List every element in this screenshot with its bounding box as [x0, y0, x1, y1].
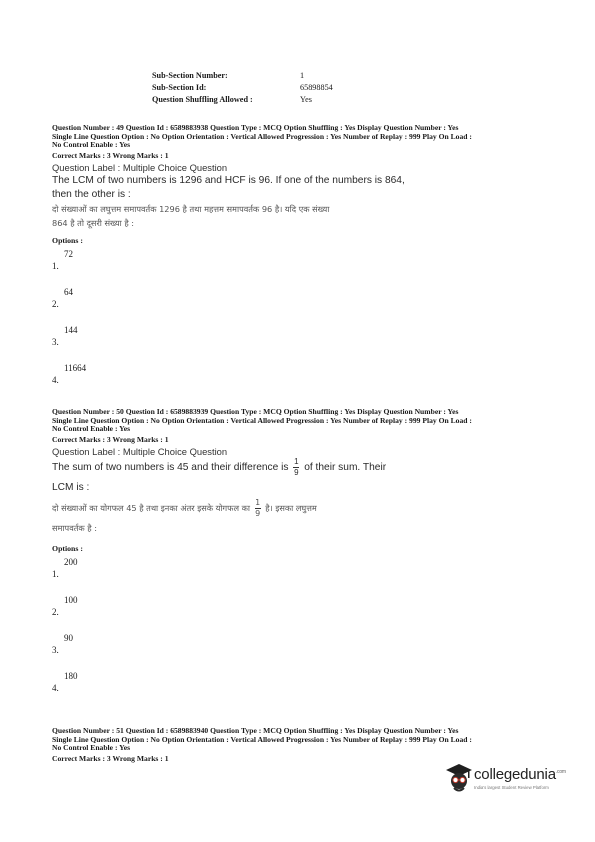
question-header-line: No Control Enable : Yes [52, 424, 131, 434]
question-text-line: The LCM of two numbers is 1296 and HCF is 96. If one of the numbers is 864, [52, 174, 405, 186]
question-text-part: The sum of two numbers is 45 and their difference is [52, 461, 289, 473]
option-item[interactable] [52, 667, 552, 705]
question-50 [52, 408, 552, 705]
option-value: 144 [64, 324, 78, 335]
question-header-line: No Control Enable : Yes [52, 140, 131, 150]
option-number: 1. [52, 260, 59, 271]
subsection-number-label: Sub-Section Number: [152, 71, 228, 80]
question-text-hindi [52, 498, 552, 538]
question-label: Question Label : Multiple Choice Question [52, 161, 228, 173]
option-value: 64 [64, 286, 73, 297]
fraction-numerator: 1 [255, 497, 261, 507]
option-value: 200 [64, 556, 78, 567]
question-header-line: Question Number : 50 Question Id : 6589883939 Question Type : MCQ Option Shuffling : Yes Display Question Number : Yes [52, 407, 459, 416]
fraction-one-ninth [255, 499, 261, 518]
logo-tld: .com [555, 769, 566, 775]
option-item[interactable] [52, 321, 552, 359]
option-item[interactable] [52, 553, 552, 591]
option-number: 2. [52, 606, 59, 617]
option-value: 100 [64, 594, 78, 605]
question-marks: Correct Marks : 3 Wrong Marks : 1 [52, 753, 169, 763]
option-number: 1. [52, 568, 59, 579]
option-item[interactable] [52, 591, 552, 629]
option-number: 4. [52, 682, 59, 693]
question-header [52, 124, 552, 150]
question-header-line: Single Line Question Option : No Option Orientation : Vertical Allowed Progression : Yes Number of Replay : 999 Play On Load : [52, 131, 472, 141]
question-text-line: then the other is : [52, 188, 131, 200]
question-header-line: Question Number : 49 Question Id : 6589883938 Question Type : MCQ Option Shuffling : Yes Display Question Number : Yes [52, 123, 459, 132]
question-label: Question Label : Multiple Choice Question [52, 445, 228, 457]
question-header-line: Question Number : 51 Question Id : 6589883940 Question Type : MCQ Option Shuffling : Yes Display Question Number : Yes [52, 726, 459, 735]
subsection-info [152, 70, 333, 106]
option-number: 3. [52, 336, 59, 347]
question-header-line: Single Line Question Option : No Option Orientation : Vertical Allowed Progression : Yes Number of Replay : 999 Play On Load : [52, 734, 472, 744]
collegedunia-logo [444, 762, 566, 798]
option-item[interactable] [52, 629, 552, 667]
graduate-mascot-icon [444, 762, 474, 796]
option-value: 72 [64, 248, 73, 259]
question-text-part: है। इसका लघुत्तम [265, 502, 317, 513]
logo-brand-text: collegedunia [474, 766, 556, 783]
fraction-denominator: 9 [255, 508, 261, 518]
question-text-part: of their sum. Their [304, 461, 387, 473]
question-text-line: LCM is : [52, 481, 90, 493]
subsection-id-row [152, 82, 333, 94]
question-text-line [52, 498, 552, 518]
question-shuffle-label: Question Shuffling Allowed : [152, 95, 253, 104]
option-item[interactable] [52, 245, 552, 283]
subsection-id-value: 65898854 [300, 83, 333, 92]
subsection-number-value: 1 [300, 71, 305, 80]
question-text-hindi [52, 202, 552, 230]
option-number: 2. [52, 298, 59, 309]
option-value: 180 [64, 670, 78, 681]
question-49 [52, 124, 552, 397]
options-title: Options : [52, 235, 83, 245]
fraction-numerator: 1 [294, 456, 299, 466]
option-value: 11664 [64, 362, 87, 373]
question-text-line: 864 है तो दूसरी संख्या है : [52, 217, 135, 228]
question-51 [52, 727, 552, 764]
option-number: 3. [52, 644, 59, 655]
question-text-line: समापवर्तक है : [52, 522, 98, 533]
question-shuffle-row [152, 94, 333, 106]
question-text-part: दो संख्याओं का योगफल 45 है तथा इनका अंतर इसके योगफल का [52, 502, 251, 513]
option-item[interactable] [52, 359, 552, 397]
question-shuffle-value: Yes [300, 95, 312, 104]
fraction-denominator: 9 [294, 467, 299, 477]
question-text-line [52, 458, 552, 478]
question-marks: Correct Marks : 3 Wrong Marks : 1 [52, 434, 169, 444]
subsection-number-row [152, 70, 333, 82]
option-number: 4. [52, 374, 59, 385]
question-header [52, 408, 552, 434]
question-header [52, 727, 552, 753]
question-text-english [52, 174, 552, 202]
question-header-line: No Control Enable : Yes [52, 743, 131, 753]
question-header-line: Single Line Question Option : No Option Orientation : Vertical Allowed Progression : Yes Number of Replay : 999 Play On Load : [52, 415, 472, 425]
logo-wordmark [474, 766, 566, 783]
question-marks: Correct Marks : 3 Wrong Marks : 1 [52, 150, 169, 160]
subsection-id-label: Sub-Section Id: [152, 83, 207, 92]
question-text-line: दो संख्याओं का लघुत्तम समापवर्तक 1296 है तथा महत्तम समापवर्तक 96 है। यदि एक संख्या [52, 203, 330, 214]
question-text-english [52, 458, 552, 498]
option-value: 90 [64, 632, 73, 643]
fraction-one-ninth [293, 458, 299, 477]
options-title: Options : [52, 543, 83, 553]
logo-tagline: India's largest Student Review Platform [474, 785, 549, 790]
option-item[interactable] [52, 283, 552, 321]
